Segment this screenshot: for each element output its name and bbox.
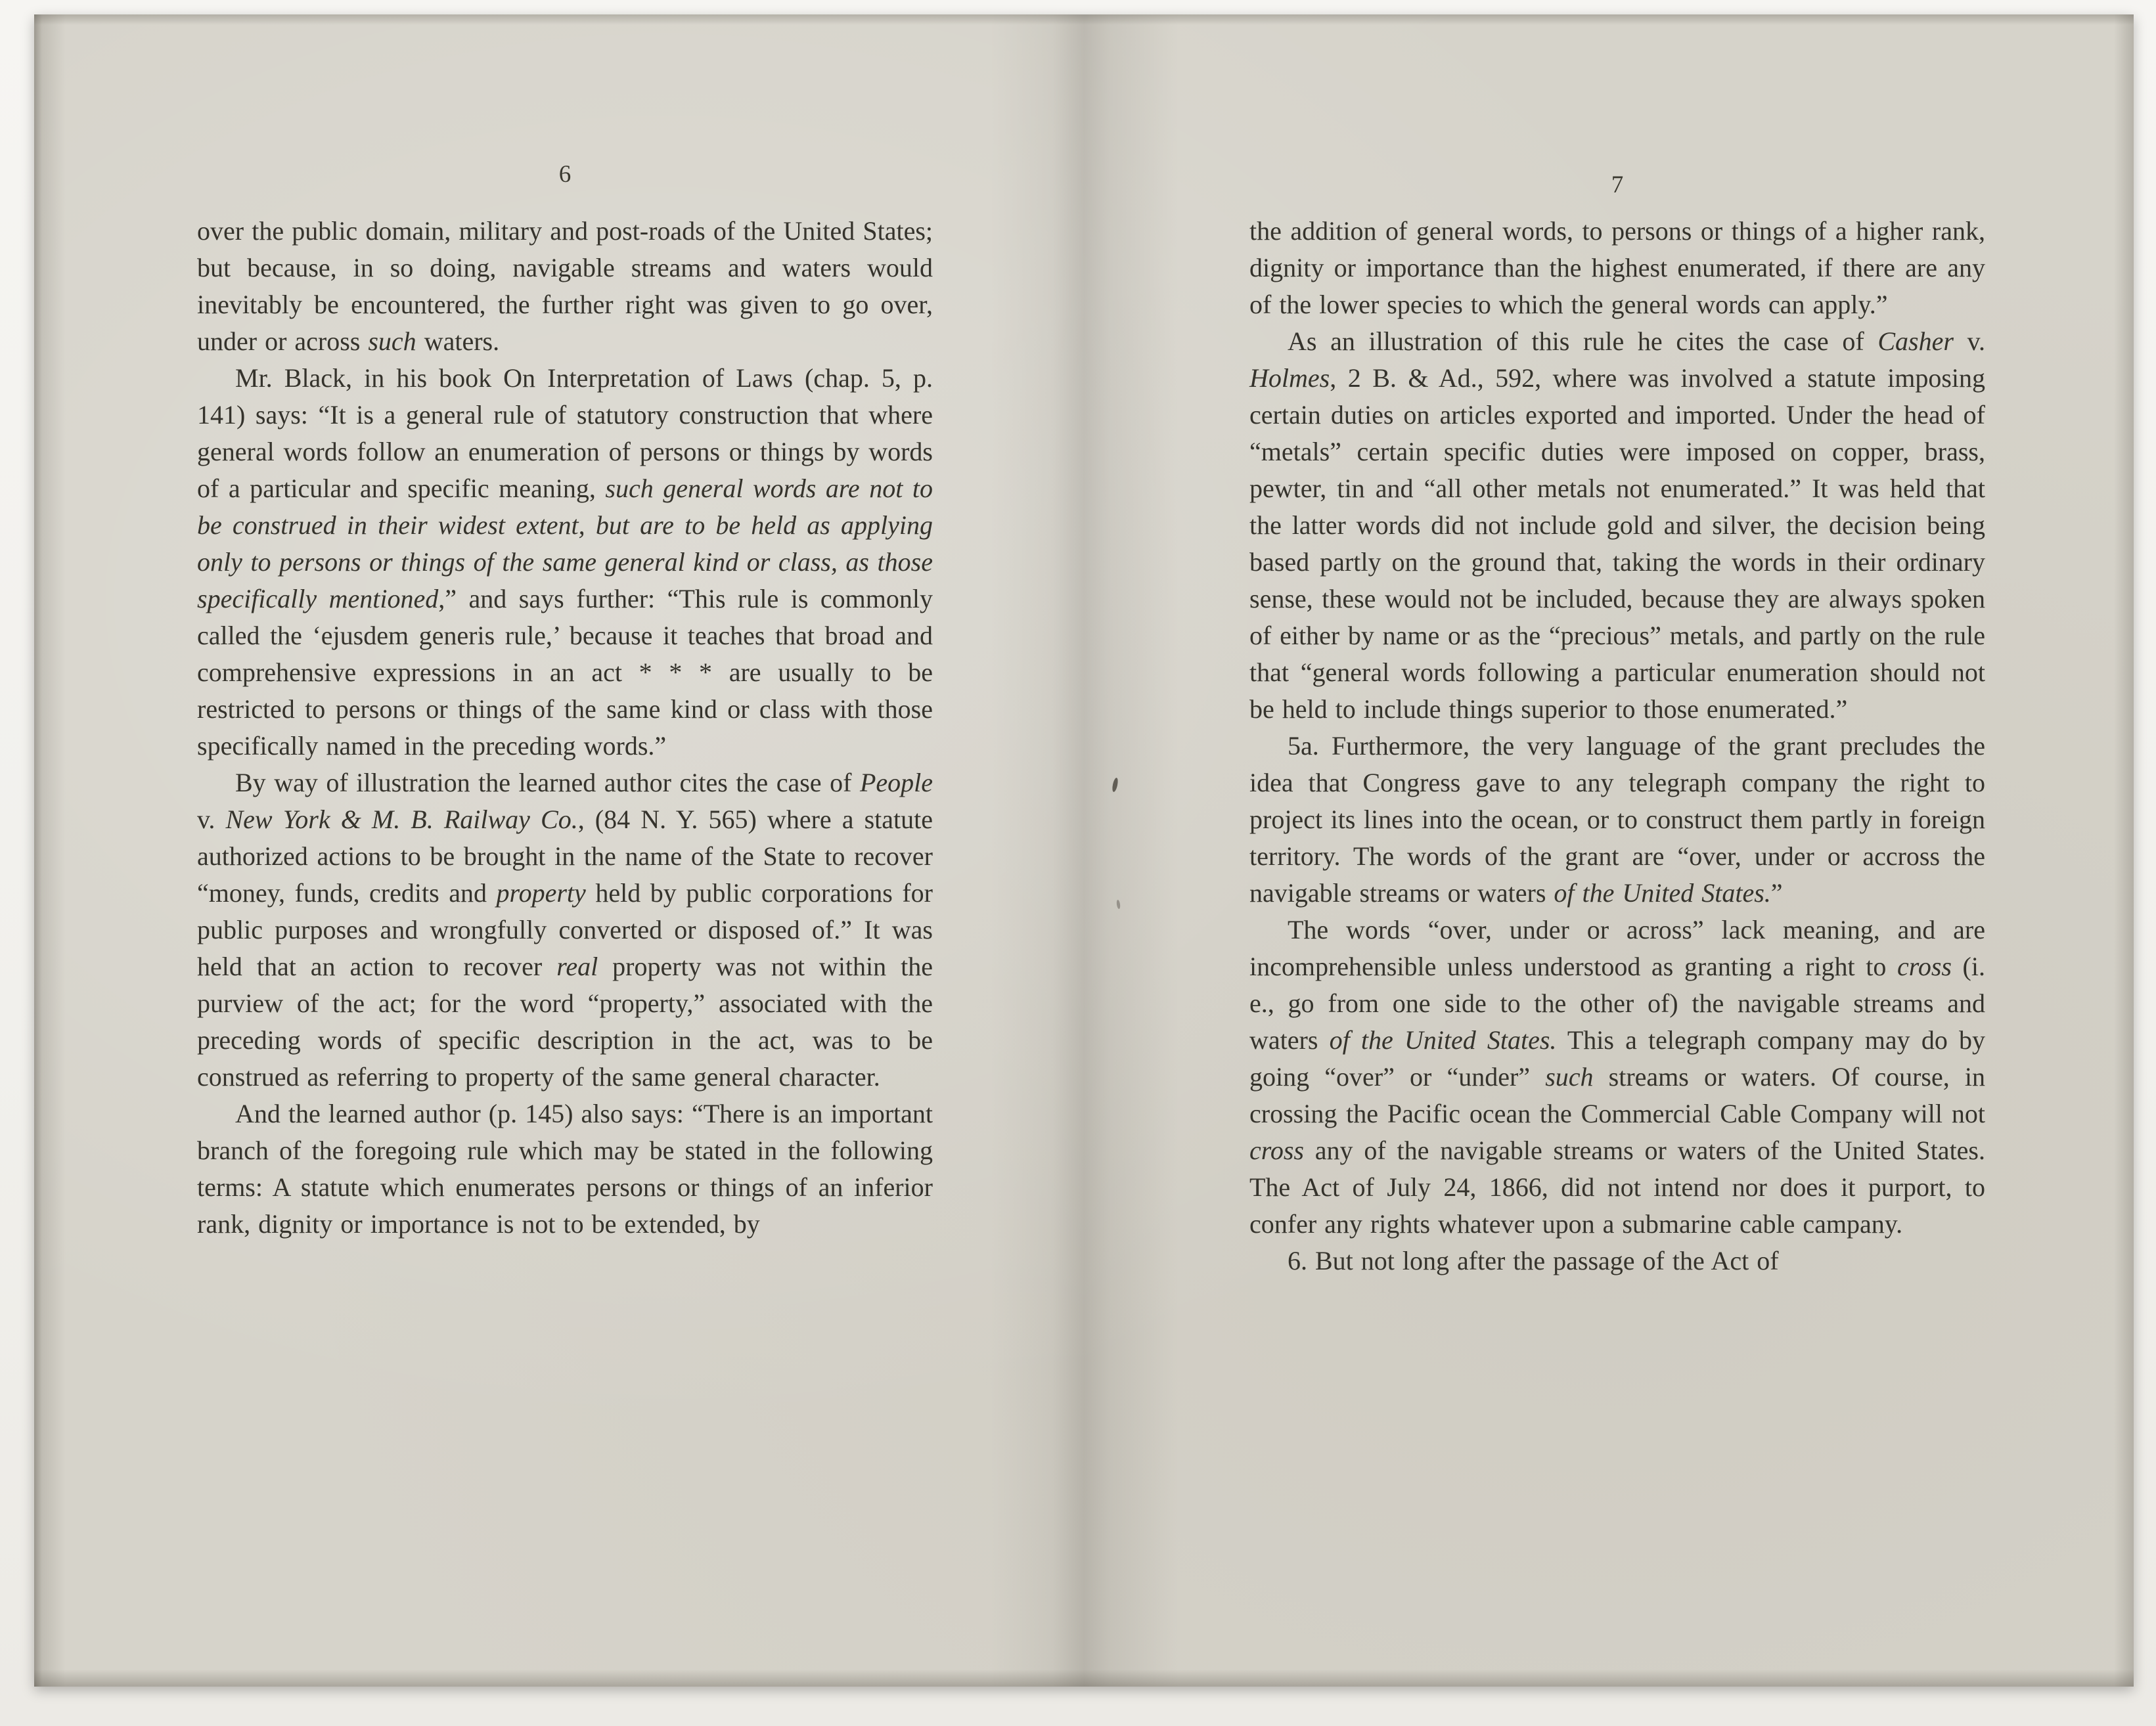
text-run: v. [197, 805, 226, 834]
paragraph [1249, 912, 1985, 1243]
paragraph [197, 360, 933, 764]
paragraph [197, 1095, 933, 1243]
text-run: , 2 B. & Ad., 592, where was involved a statute imposing certain duties on articles exported and imported. Under the head of “metals” certain specific duties were imposed on copper, brass, pewter, tin and “all other metals not enumerated.” It was held that the latter words did not include gold and silver, the decision being based partly on the ground that, taking the words in their ordinary sense, these would not be included, because they are always spoken of either by name or as the “precious” metals, and partly on the rule that “general words following a particular enumeration should not be held to include things superior to those enumerated.” [1249, 363, 1985, 724]
paragraph [1249, 1243, 1985, 1279]
italic-text-run: such general words are not to be construed in their widest extent, but are to be held as applying only to persons or things of the same general kind or class, as those specifically mentioned [197, 474, 933, 613]
text-run: any of the navigable streams or waters of the United States. The Act of July 24, 1866, did not intend nor does it purport, to confer any rights whatever upon a submarine cable campany. [1249, 1136, 1985, 1239]
paragraph [197, 213, 933, 360]
paragraph [197, 764, 933, 1095]
scan-speck [1112, 778, 1119, 793]
text-run: By way of illustration the learned author cites the case of [235, 768, 860, 797]
text-run: waters. [416, 326, 500, 356]
text-run: over the public domain, military and post-roads of the United States; but because, in so doing, navigable streams and waters would inevitably be encountered, the further right was given to go over, under or across [197, 216, 933, 356]
text-run: As an illustration of this rule he cites the case of [1288, 326, 1878, 356]
text-run: streams or waters. Of course, in crossing the Pacific ocean the Commercial Cable Company will not [1249, 1062, 1985, 1128]
text-run: , (84 N. Y. 565) where a statute authorized actions to be brought in the name of the State to recover “money, funds, credits and [197, 805, 933, 908]
text-run: 5a. Furthermore, the very language of the grant precludes the idea that Congress gave to any telegraph company the right to project its lines into the ocean, or to construct them partly in foreign territory. The words of the grant are “over, under or accross the navigable streams or waters [1249, 731, 1985, 908]
italic-text-run: real [556, 952, 598, 981]
text-run: (i. e., go from one side to the other of) the navigable streams and waters [1249, 952, 1985, 1055]
text-run: the addition of general words, to persons or things of a higher rank, dignity or importance than the highest enumerated, if there are any of the lower species to which the general words can apply.” [1249, 216, 1985, 319]
page-left-text [197, 213, 933, 1243]
italic-text-run: property [496, 878, 586, 908]
text-run: Mr. Black, in his book On Interpretation of Laws (chap. 5, p. 141) says: “It is a general rule of statutory construction that where general words follow an enumeration of persons or things by words of a particular and specific meaning, [197, 363, 933, 503]
paragraph [1249, 323, 1985, 728]
scan-speck [1116, 900, 1121, 910]
text-run: held by public corporations for public purposes and wrongfully converted or disposed of.” It was held that an action to recover [197, 878, 933, 981]
italic-text-run: cross [1249, 1136, 1304, 1165]
italic-text-run: Casher [1877, 326, 1954, 356]
text-run: And the learned author (p. 145) also says: “There is an important branch of the foregoing rule which may be stated in the following terms: A statute which enumerates persons or things of an inferior rank, dignity or importance is not to be extended, by [197, 1099, 933, 1239]
page-number-right: 7 [1611, 171, 1624, 198]
italic-text-run: such [368, 326, 416, 356]
page-number-left: 6 [558, 161, 572, 188]
text-run: 6. But not long after the passage of the Act of [1288, 1246, 1779, 1275]
book-spread [34, 14, 2134, 1687]
italic-text-run: of the United States. [1554, 878, 1771, 908]
italic-text-run: Holmes [1249, 363, 1330, 393]
text-run: ” [1770, 878, 1783, 908]
italic-text-run: People [859, 768, 933, 797]
text-run: property was not within the purview of the act; for the word “property,” associated with the preceding words of specific description in the act, was to be construed as referring to property of the same general character. [197, 952, 933, 1092]
italic-text-run: of the United States. [1329, 1025, 1557, 1055]
italic-text-run: cross [1897, 952, 1952, 981]
text-run: The words “over, under or across” lack meaning, and are incomprehensible unless understood as granting a right to [1249, 915, 1985, 981]
italic-text-run: New York & M. B. Railway Co. [225, 805, 578, 834]
text-run: ,” and says further: “This rule is commonly called the ‘ejusdem generis rule,’ because it teaches that broad and comprehensive expressions in an act * * * are usually to be restricted to persons or things of the same kind or class with those specifically named in the preceding words.” [197, 584, 933, 761]
text-run: This a telegraph company may do by going “over” or “under” [1249, 1025, 1985, 1092]
italic-text-run: such [1545, 1062, 1594, 1092]
paragraph [1249, 728, 1985, 912]
text-run: v. [1953, 326, 1985, 356]
page-right-text [1249, 213, 1985, 1279]
paragraph [1249, 213, 1985, 323]
